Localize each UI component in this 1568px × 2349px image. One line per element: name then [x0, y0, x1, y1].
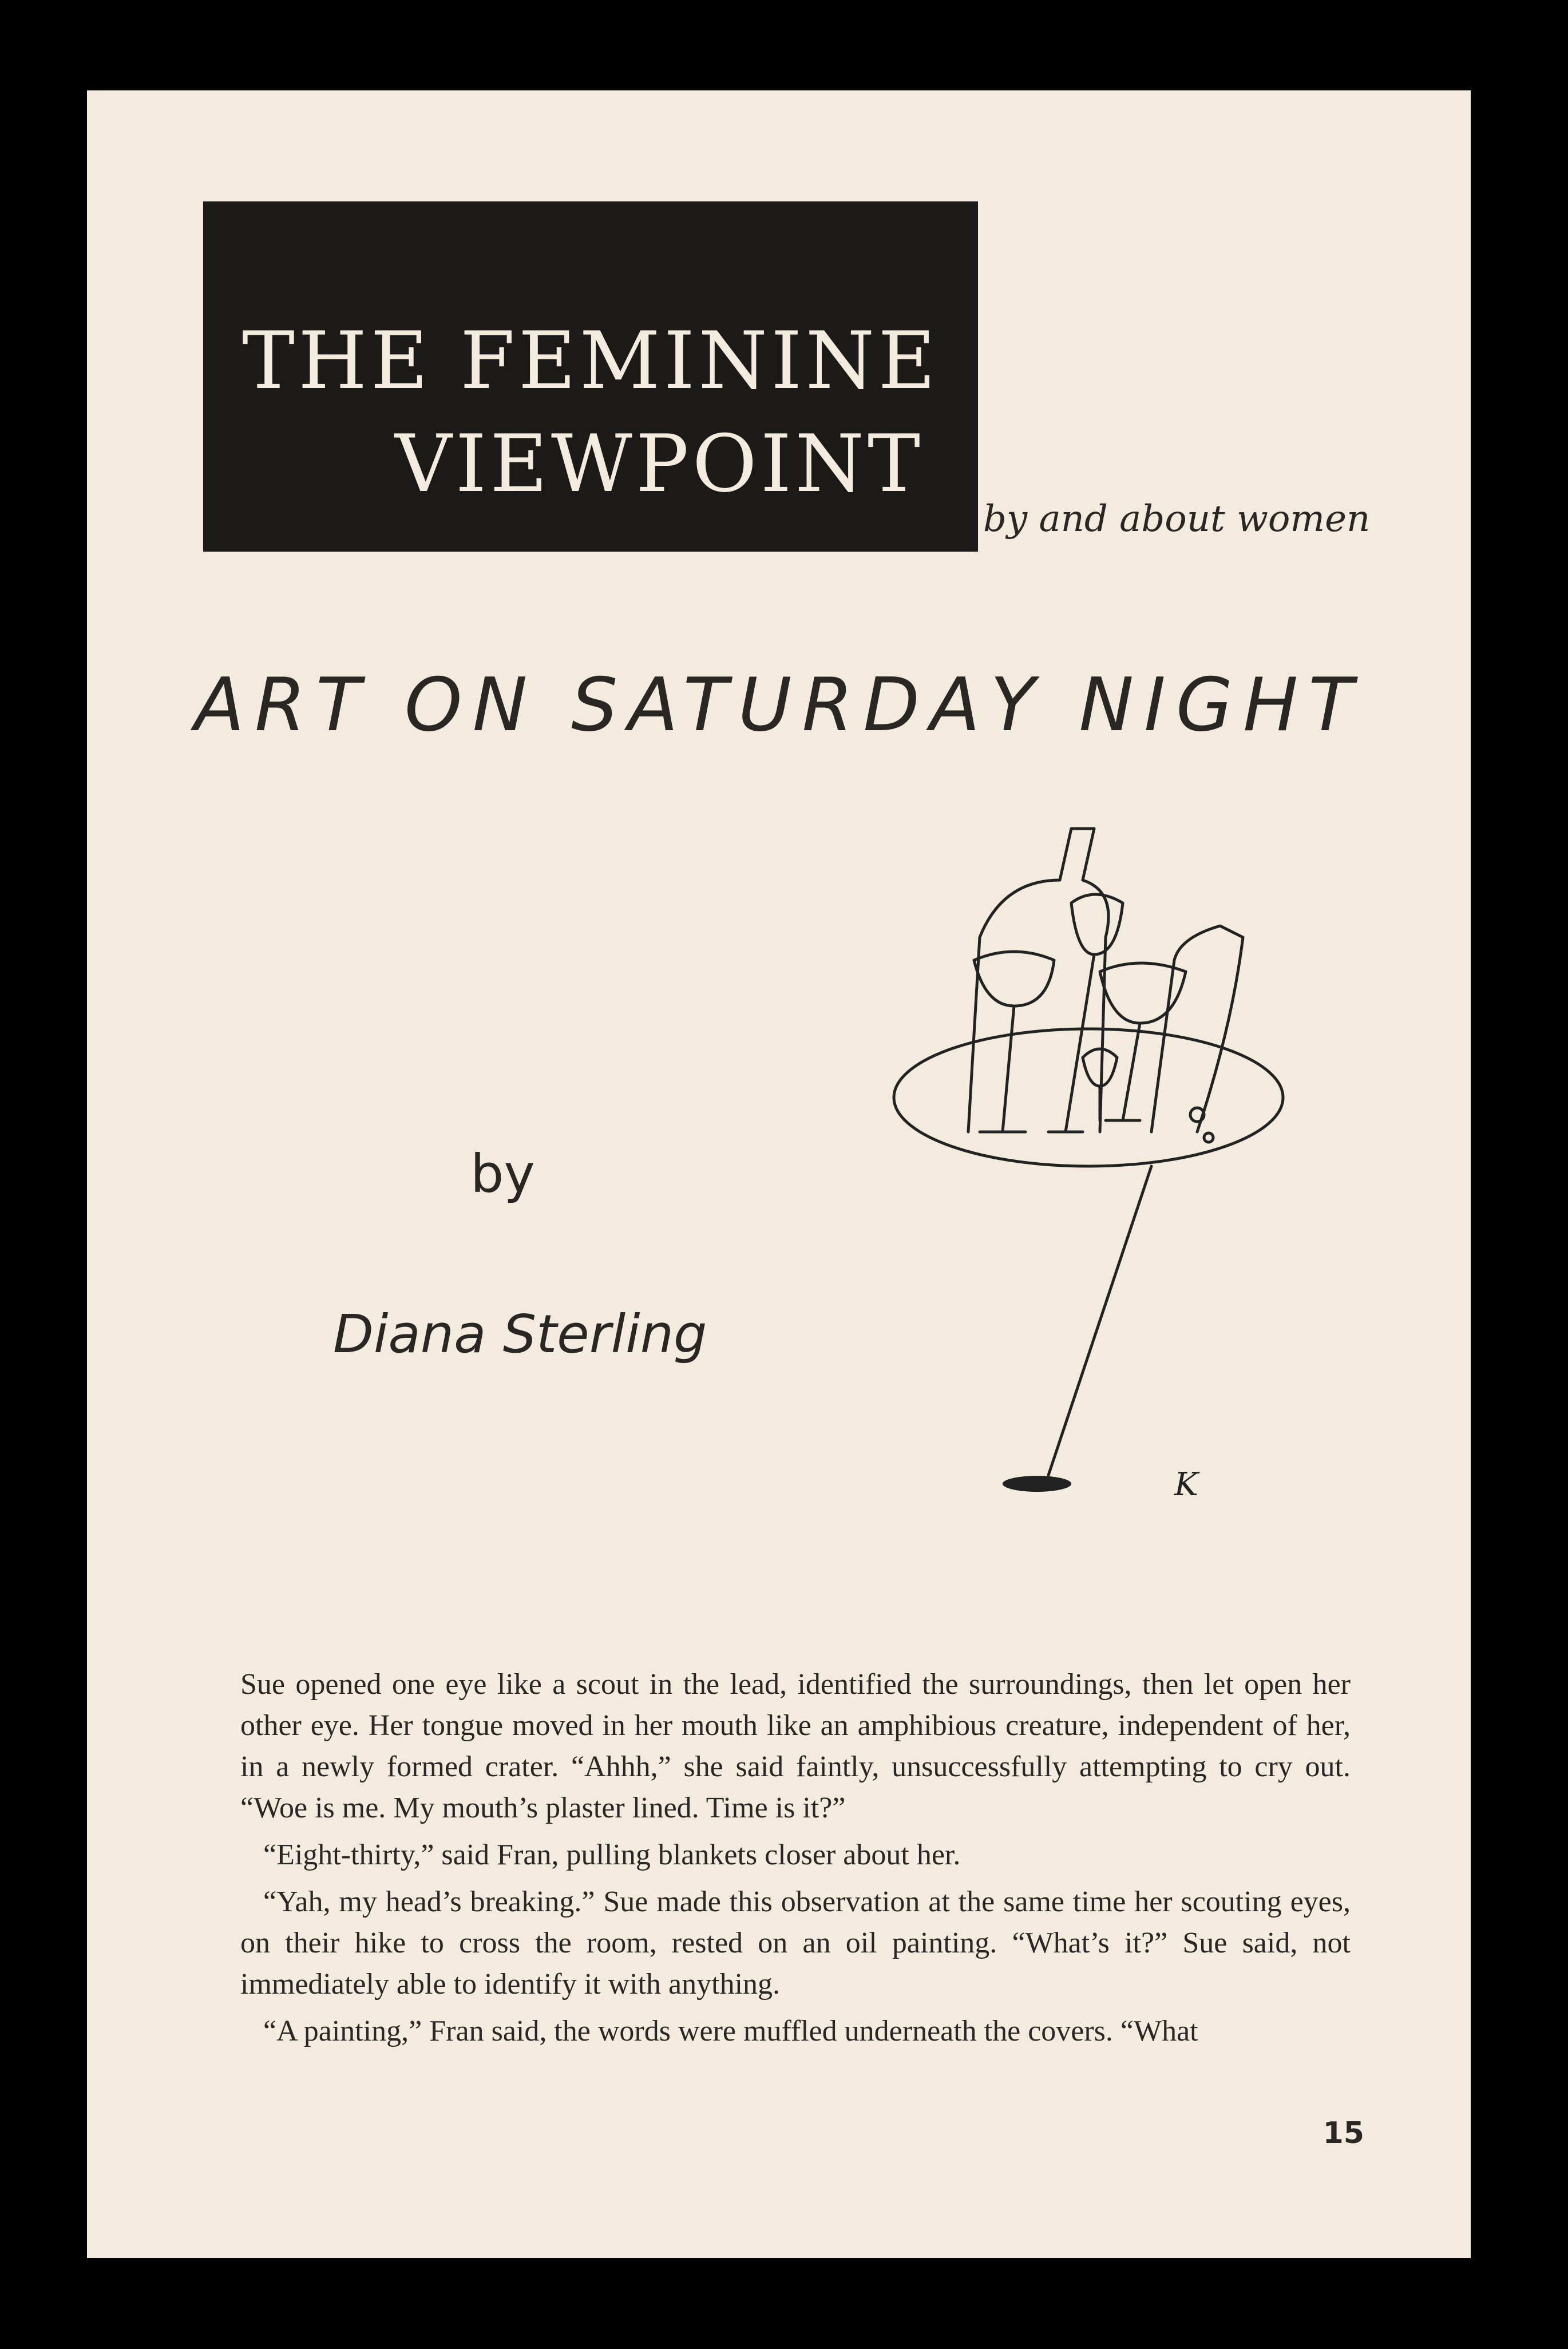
wine-glass-2: [1048, 894, 1123, 1132]
table-top: [894, 1029, 1283, 1166]
section-tagline: by and about women: [983, 498, 1371, 540]
magazine-page: [87, 90, 1471, 2258]
wine-glass-1: [974, 952, 1054, 1132]
banner-title-line2: VIEWPOINT: [394, 418, 924, 510]
page-number: 15: [1322, 2116, 1364, 2150]
author-name: Diana Sterling: [333, 1304, 707, 1365]
section-banner: [203, 201, 978, 552]
story-title: ART ON SATURDAY NIGHT: [194, 663, 1364, 748]
paragraph: “Yah, my head’s breaking.” Sue made this observation at the same time her scouting eyes, on their hike to cross the room, rested on an oil painting. “What’s it?” Sue said, not immediately able to identify it with anything.: [240, 1885, 1351, 2001]
paragraph: “Eight-thirty,” said Fran, pulling blankets closer about her.: [263, 1839, 961, 1871]
banner-title-line1: THE FEMININE: [241, 315, 940, 407]
small-glass: [1083, 1049, 1117, 1120]
olive-2: [1204, 1133, 1213, 1142]
paragraph: “A painting,” Fran said, the words were muffled underneath the covers. “What: [263, 2015, 1198, 2047]
artist-signature: K: [1174, 1466, 1198, 1503]
paragraph: Sue opened one eye like a scout in the lead, identified the surroundings, then let open her other eye. Her tongue moved in her mouth like an amphibious creature, independent of her, in a newly formed crater. “Ahhh,” she said faintly, unsuccessfully attempting to cry out. “Woe is me. My mouth’s plaster lined. Time is it?”: [240, 1668, 1351, 1824]
bottle-right: [1151, 926, 1243, 1132]
wine-glass-3: [1100, 963, 1186, 1120]
bottle-left: [968, 829, 1108, 1132]
table-bottles-illustration: [831, 811, 1380, 1578]
byline-by: by: [470, 1143, 535, 1205]
article-body: [240, 1664, 1351, 2058]
table-leg: [1048, 1166, 1151, 1475]
